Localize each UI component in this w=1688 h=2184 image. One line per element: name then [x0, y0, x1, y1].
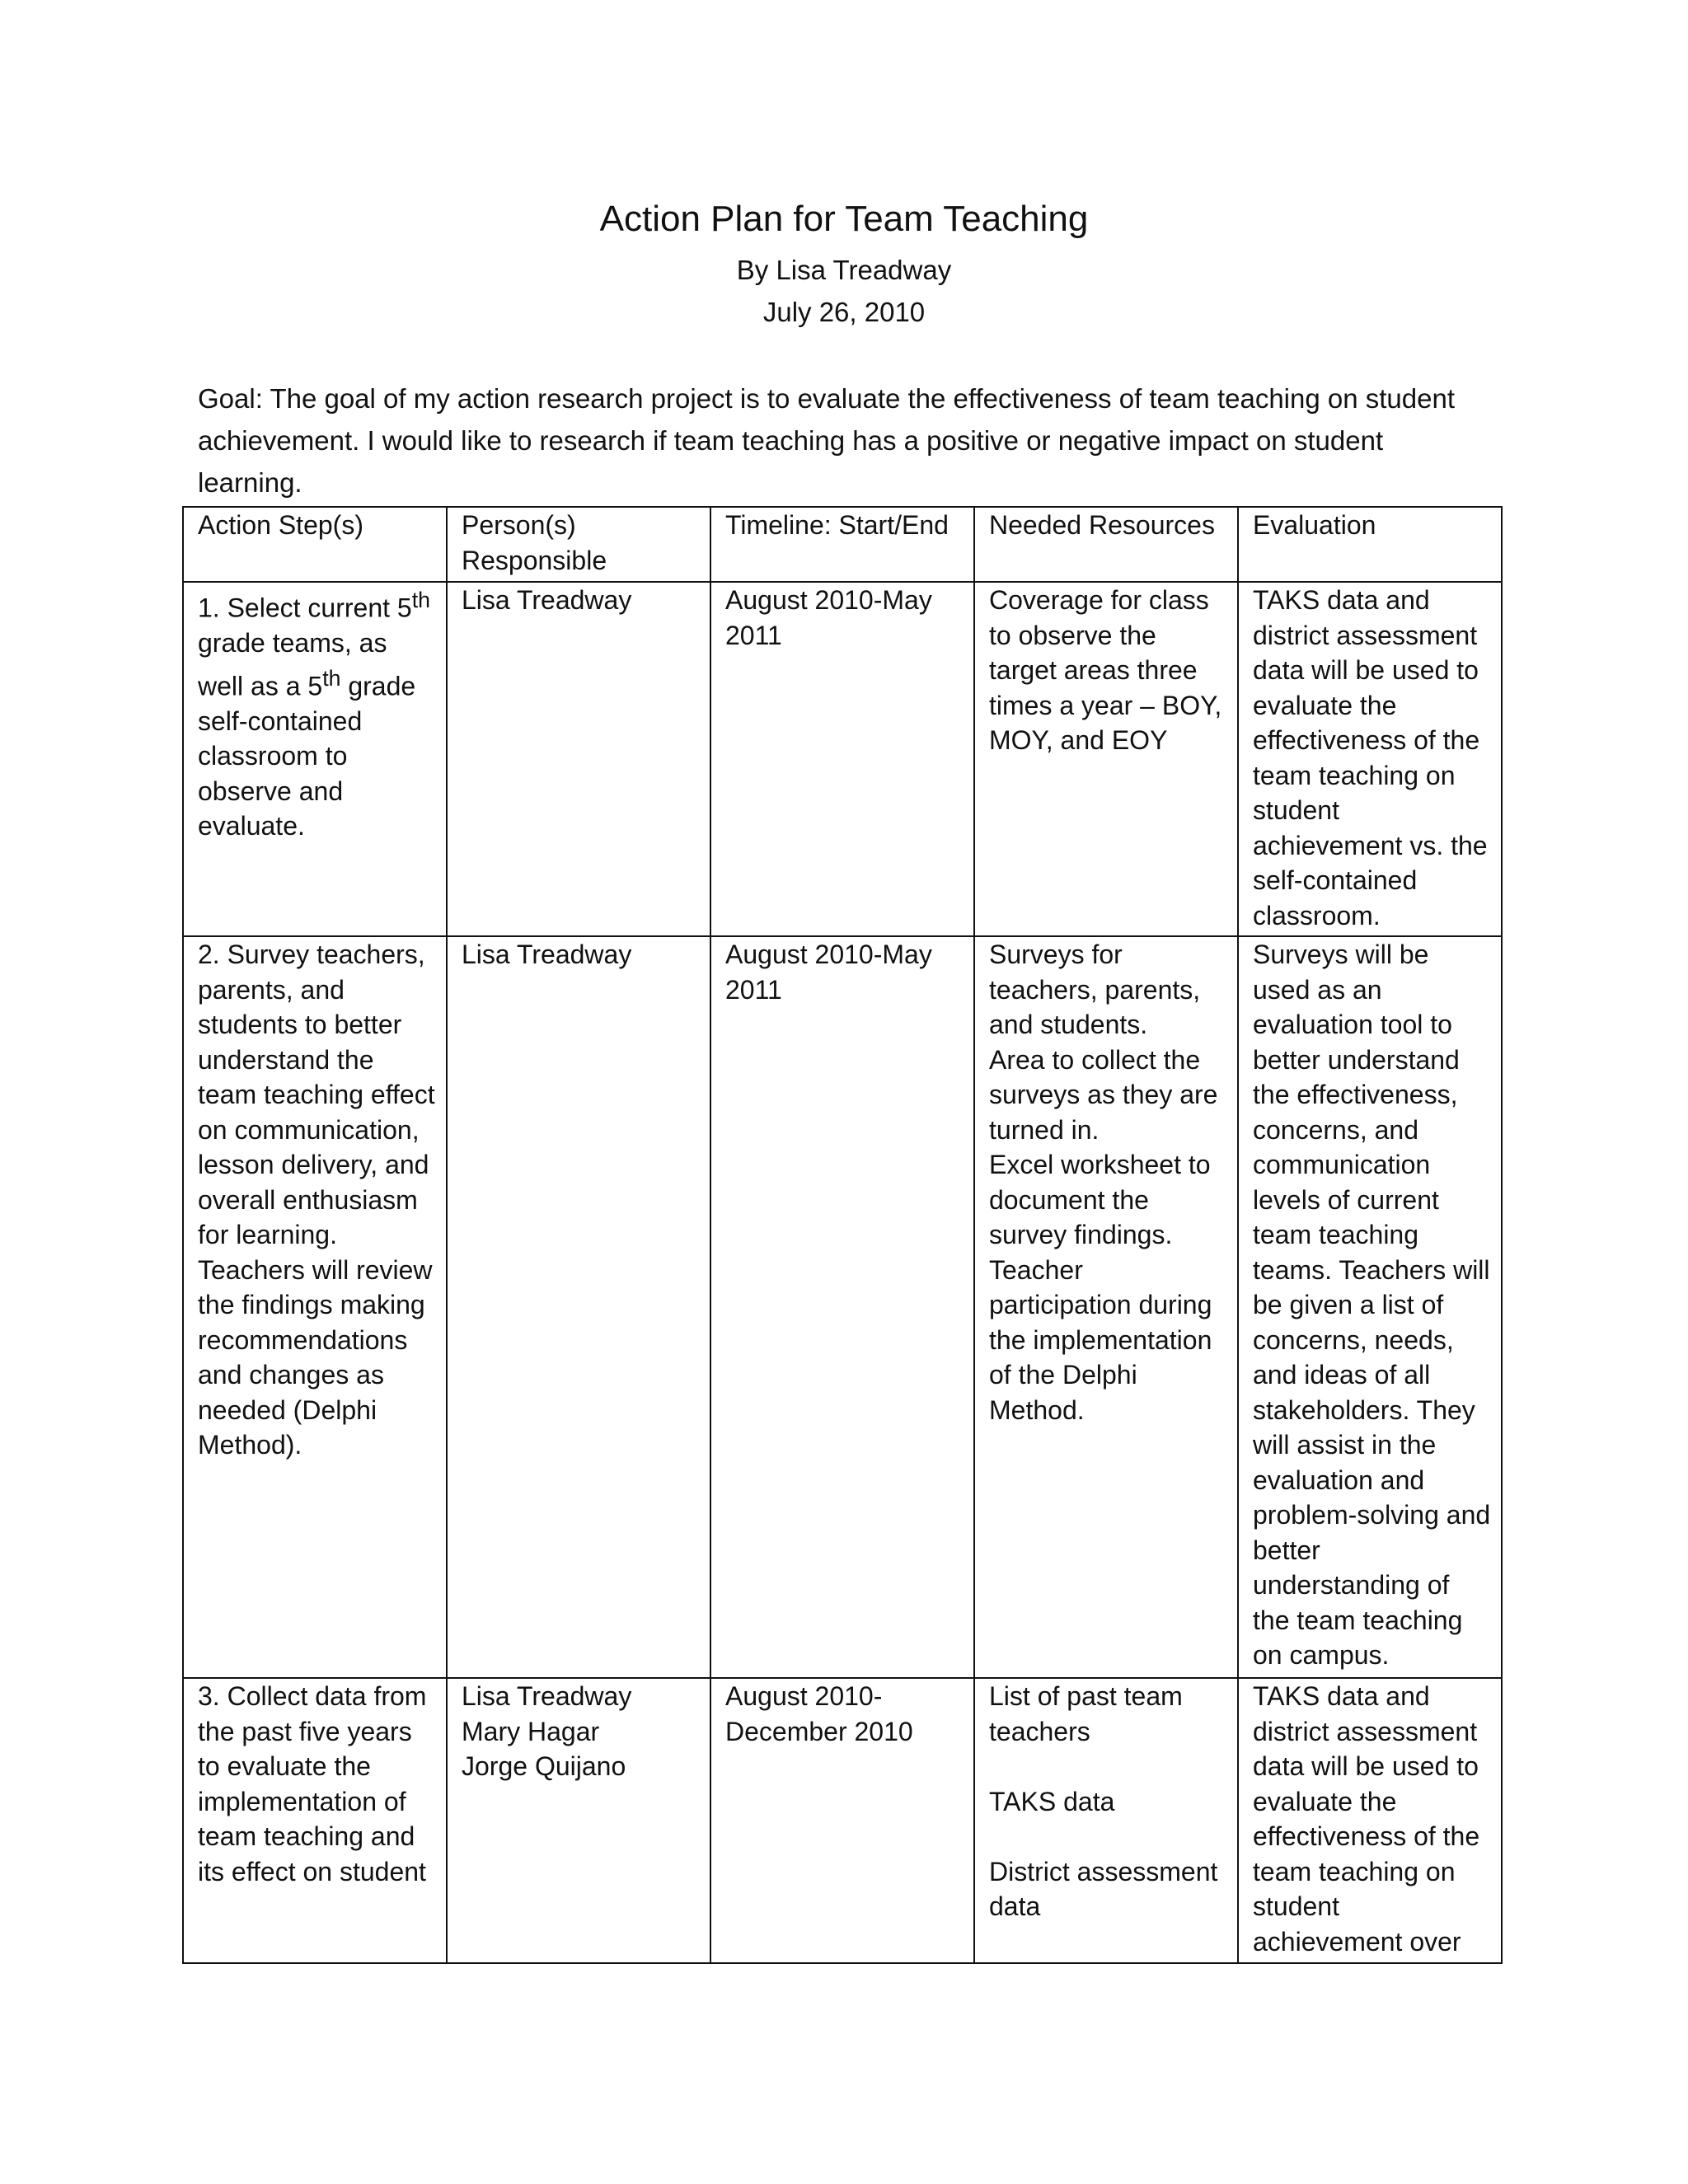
action-step-text: grade teams, as well as a 5: [198, 628, 387, 701]
superscript-th: th: [322, 665, 341, 691]
header-persons-responsible: Person(s) Responsible: [447, 507, 710, 582]
table-row: [183, 1678, 1502, 1963]
persons-responsible-cell: Lisa Treadway: [447, 582, 710, 936]
action-step-text: grade self-contained classroom to observe and evaluate.: [198, 671, 416, 841]
persons-responsible-cell: Lisa Treadway: [447, 936, 710, 1678]
needed-resources-cell: List of past team teachers TAKS data District assessment data: [974, 1678, 1238, 1963]
document-date: July 26, 2010: [762, 297, 926, 327]
needed-resources-cell: Surveys for teachers, parents, and students. Area to collect the surveys as they are turned in. Excel worksheet to document the survey findings. Teacher participation during the implementation of the Delphi Method.: [974, 936, 1238, 1678]
action-step-cell: 3. Collect data from the past five years to evaluate the implementation of team teaching and its effect on student: [183, 1678, 447, 1963]
table-header-row: [183, 507, 1502, 582]
timeline-cell: August 2010-May 2011: [710, 582, 974, 936]
action-step-text: 1. Select current 5: [198, 593, 412, 623]
goal-paragraph: Goal: The goal of my action research project is to evaluate the effectiveness of team teaching on student achievement. I would like to research if team teaching has a positive or negative impact on student learning.: [198, 383, 1456, 498]
action-step-cell: [183, 582, 447, 936]
header-timeline: Timeline: Start/End: [710, 507, 974, 582]
header-evaluation: Evaluation: [1238, 507, 1502, 582]
action-step-cell: 2. Survey teachers, parents, and students to better understand the team teaching effect on communication, lesson delivery, and overall enthusiasm for learning. Teachers will review the findings making recommendations and changes as needed (Delphi Method).: [183, 936, 447, 1678]
persons-responsible-cell: Lisa Treadway Mary Hagar Jorge Quijano: [447, 1678, 710, 1963]
needed-resources-cell: Coverage for class to observe the target areas three times a year – BOY, MOY, and EOY: [974, 582, 1238, 936]
evaluation-cell: Surveys will be used as an evaluation tool to better understand the effectiveness, concerns, and communication levels of current team teaching teams. Teachers will be given a list of concerns, needs, and ideas of all stakeholders. They will assist in the evaluation and problem-solving and better understanding of the team teaching on campus.: [1238, 936, 1502, 1678]
document-author: By Lisa Treadway: [736, 255, 952, 285]
evaluation-cell: TAKS data and district assessment data will be used to evaluate the effectiveness of the team teaching on student achievement over: [1238, 1678, 1502, 1963]
action-plan-table: [182, 506, 1503, 1964]
table-row: [183, 582, 1502, 936]
header-action-steps: Action Step(s): [183, 507, 447, 582]
document-title: Action Plan for Team Teaching: [599, 199, 1089, 239]
timeline-cell: August 2010-December 2010: [710, 1678, 974, 1963]
table-row: [183, 936, 1502, 1678]
superscript-th: th: [411, 588, 430, 612]
header-needed-resources: Needed Resources: [974, 507, 1238, 582]
timeline-cell: August 2010-May 2011: [710, 936, 974, 1678]
evaluation-cell: TAKS data and district assessment data will be used to evaluate the effectiveness of the team teaching on student achievement vs. the self-contained classroom.: [1238, 582, 1502, 936]
